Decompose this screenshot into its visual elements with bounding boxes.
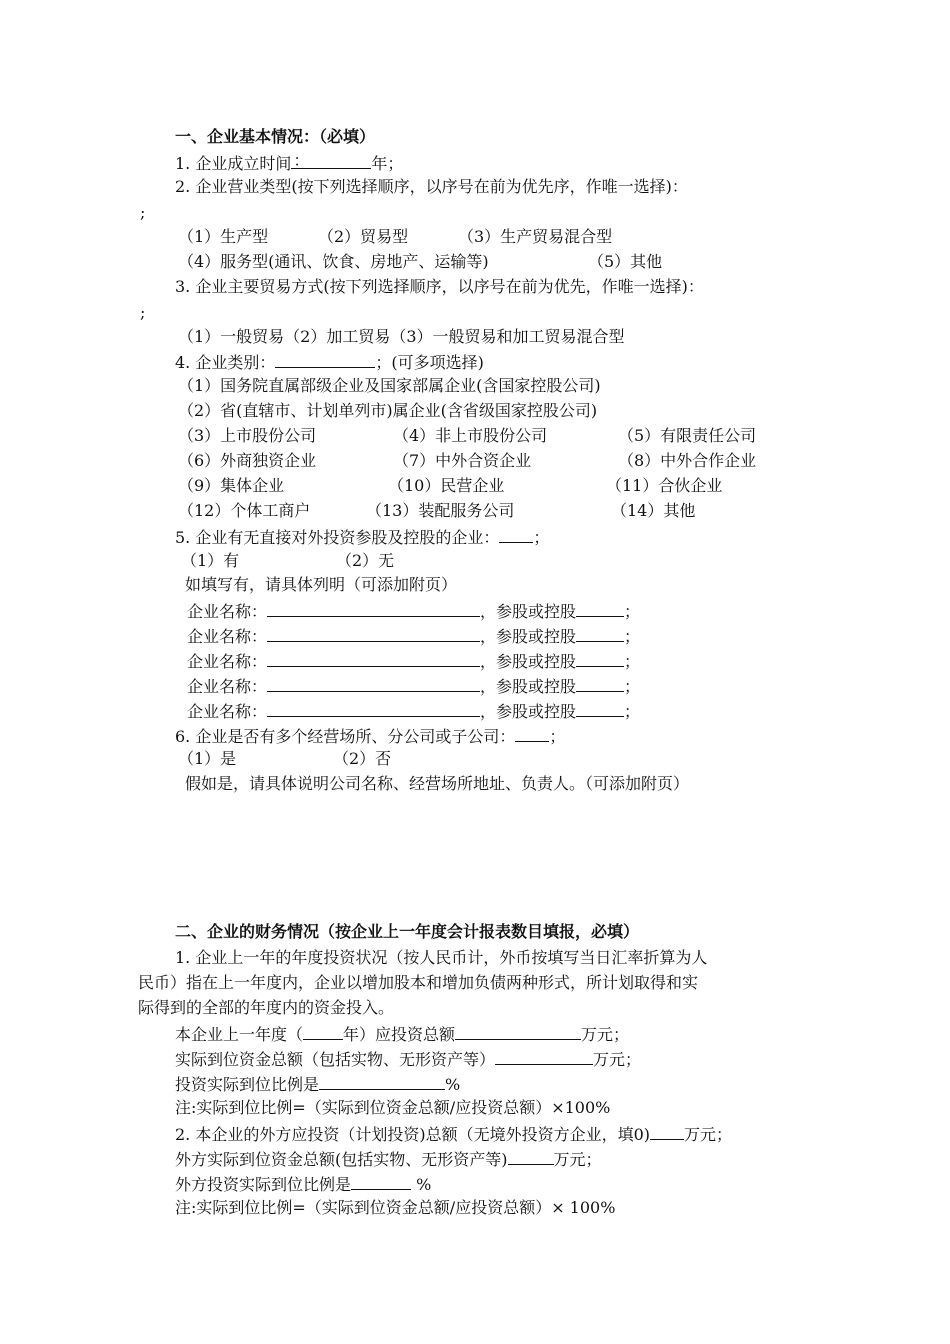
q1-label: 1. 企业成立时间 bbox=[175, 154, 292, 173]
foreign-ratio-field[interactable] bbox=[351, 1173, 411, 1190]
q4-option-10: （10）民营企业 bbox=[388, 476, 505, 495]
q1-line bbox=[175, 152, 403, 174]
s2-formula-note-1: 注:实际到位比例=（实际到位资金总额/应投资总额）×100% bbox=[175, 1098, 611, 1117]
q4-option-2: （2）省(直辖市、计划单列市)属企业(含省级国家控股公司) bbox=[178, 401, 598, 420]
s2-paragraph-line-3: 际得到的全部的年度内的资金投入。 bbox=[138, 998, 395, 1017]
q2-text: 2. 企业营业类型(按下列选择顺序，以序号在前为优先序，作唯一选择)： bbox=[175, 177, 688, 196]
q4-option-9: （9）集体企业 bbox=[178, 476, 285, 495]
s2-l3-b: % bbox=[445, 1075, 461, 1094]
s2-line-foreign-investment bbox=[175, 1123, 732, 1145]
q5-row-label: 企业名称： bbox=[187, 652, 268, 671]
q5-share-field[interactable] bbox=[576, 650, 624, 667]
s2-line-ratio bbox=[175, 1073, 460, 1095]
q3-text: 3. 企业主要贸易方式(按下列选择顺序，以序号在前为优先，作唯一选择)： bbox=[175, 277, 704, 296]
q4-option-1: （1）国务院直属部级企业及国家部属企业(含国家控股公司) bbox=[178, 376, 601, 395]
q3-options: （1）一般贸易（2）加工贸易（3）一般贸易和加工贸易混合型 bbox=[178, 327, 625, 346]
actual-funds-field[interactable] bbox=[495, 1048, 593, 1065]
q5-row bbox=[187, 600, 640, 622]
q4-option-5: （5）有限责任公司 bbox=[618, 426, 757, 445]
q2-cont: ; bbox=[140, 203, 146, 222]
s2-line-actual-funds bbox=[175, 1048, 641, 1070]
q6-option-no: （2）否 bbox=[333, 749, 392, 768]
q5-option-yes: （1）有 bbox=[181, 551, 240, 570]
q5-suffix: ； bbox=[533, 528, 550, 547]
s2-line-foreign-actual bbox=[175, 1148, 602, 1170]
q5-row-mid: ，参股或控股 bbox=[480, 602, 577, 621]
q5-company-name-field[interactable] bbox=[267, 650, 480, 667]
q4-option-11: （11）合伙企业 bbox=[606, 476, 723, 495]
q4-option-6: （6）外商独资企业 bbox=[178, 451, 317, 470]
q5-row-mid: ，参股或控股 bbox=[480, 677, 577, 696]
q2-option-3: （3）生产贸易混合型 bbox=[458, 227, 613, 246]
s2-l5-b: 万元； bbox=[684, 1125, 733, 1144]
s2-l6-a: 外方实际到位资金总额(包括实物、无形资产等) bbox=[175, 1150, 508, 1169]
q5-row-label: 企业名称： bbox=[187, 627, 268, 646]
q5-line bbox=[175, 526, 549, 548]
q5-row-end: ； bbox=[624, 602, 641, 621]
q5-share-field[interactable] bbox=[576, 675, 624, 692]
s2-line-foreign-ratio bbox=[175, 1173, 431, 1195]
s2-l1-a: 本企业上一年度（ bbox=[175, 1025, 304, 1044]
s2-paragraph-line-1: 1. 企业上一年的年度投资状况（按人民币计，外币按填写当日汇率折算为人 bbox=[175, 948, 708, 967]
q2-option-5: （5）其他 bbox=[588, 252, 663, 271]
q6-suffix: ； bbox=[549, 727, 566, 746]
q5-answer-field[interactable] bbox=[499, 526, 533, 543]
q5-company-name-field[interactable] bbox=[267, 625, 480, 642]
s2-paragraph-line-2: 民币）指在上一年度内，企业以增加股本和增加负债两种形式，所计划取得和实 bbox=[138, 973, 699, 992]
q1-year-field[interactable] bbox=[291, 152, 371, 169]
foreign-investment-field[interactable] bbox=[650, 1123, 684, 1140]
q5-share-field[interactable] bbox=[576, 600, 624, 617]
section1-heading: 一、企业基本情况：（必填） bbox=[175, 127, 376, 146]
q5-note: 如填写有，请具体列明（可添加附页） bbox=[185, 575, 458, 594]
q4-category-field[interactable] bbox=[275, 351, 375, 368]
q5-row-mid: ，参股或控股 bbox=[480, 627, 577, 646]
q5-row-end: ； bbox=[624, 627, 641, 646]
q4-option-3: （3）上市股份公司 bbox=[178, 426, 317, 445]
q4-option-7: （7）中外合资企业 bbox=[393, 451, 532, 470]
q5-row-end: ； bbox=[624, 677, 641, 696]
s2-line-investment-total bbox=[175, 1023, 629, 1045]
q4-line bbox=[175, 351, 484, 373]
q2-option-2: （2）贸易型 bbox=[318, 227, 409, 246]
q1-colon: ： bbox=[293, 151, 310, 170]
ratio-field[interactable] bbox=[319, 1073, 445, 1090]
q4-label: 4. 企业类别： bbox=[175, 353, 276, 372]
year-field[interactable] bbox=[303, 1023, 343, 1040]
q5-row bbox=[187, 675, 640, 697]
q5-company-name-field[interactable] bbox=[267, 675, 480, 692]
s2-l3-a: 投资实际到位比例是 bbox=[175, 1075, 320, 1094]
q5-row-label: 企业名称： bbox=[187, 702, 268, 721]
q2-option-1: （1）生产型 bbox=[178, 227, 269, 246]
s2-l7-a: 外方投资实际到位比例是 bbox=[175, 1175, 352, 1194]
q5-row-label: 企业名称： bbox=[187, 677, 268, 696]
q5-share-field[interactable] bbox=[576, 700, 624, 717]
q1-suffix: 年； bbox=[371, 154, 404, 173]
q5-row-label: 企业名称： bbox=[187, 602, 268, 621]
q5-company-name-field[interactable] bbox=[267, 600, 480, 617]
q5-row bbox=[187, 700, 640, 722]
s2-l7-b: % bbox=[411, 1175, 432, 1194]
s2-formula-note-2: 注:实际到位比例=（实际到位资金总额/应投资总额）× 100% bbox=[175, 1198, 616, 1217]
q5-row-end: ； bbox=[624, 652, 641, 671]
q6-note: 假如是，请具体说明公司名称、经营场所地址、负责人。（可添加附页） bbox=[185, 774, 690, 793]
q6-answer-field[interactable] bbox=[515, 725, 549, 742]
q4-option-8: （8）中外合作企业 bbox=[618, 451, 757, 470]
q5-row bbox=[187, 625, 640, 647]
s2-l2-a: 实际到位资金总额（包括实物、无形资产等） bbox=[175, 1050, 496, 1069]
q5-row-mid: ，参股或控股 bbox=[480, 702, 577, 721]
q5-row bbox=[187, 650, 640, 672]
q6-option-yes: （1）是 bbox=[178, 749, 237, 768]
investment-total-field[interactable] bbox=[455, 1023, 581, 1040]
q3-cont: ; bbox=[140, 303, 146, 322]
q4-option-14: （14）其他 bbox=[611, 501, 696, 520]
q5-share-field[interactable] bbox=[576, 625, 624, 642]
q5-label: 5. 企业有无直接对外投资参股及控股的企业： bbox=[175, 528, 500, 547]
q5-row-end: ； bbox=[624, 702, 641, 721]
s2-l2-b: 万元； bbox=[593, 1050, 642, 1069]
q4-suffix: ；(可多项选择) bbox=[375, 353, 484, 372]
q5-option-no: （2）无 bbox=[336, 551, 395, 570]
q4-option-13: （13）装配服务公司 bbox=[366, 501, 515, 520]
s2-l1-c: 万元； bbox=[581, 1025, 630, 1044]
q4-option-4: （4）非上市股份公司 bbox=[393, 426, 548, 445]
q6-line bbox=[175, 725, 565, 747]
q5-company-name-field[interactable] bbox=[267, 700, 480, 717]
s2-l6-b: 万元； bbox=[553, 1150, 602, 1169]
q5-row-mid: ，参股或控股 bbox=[480, 652, 577, 671]
foreign-actual-field[interactable] bbox=[508, 1148, 554, 1165]
section2-heading: 二、企业的财务情况（按企业上一年度会计报表数目填报，必填） bbox=[175, 922, 640, 941]
q2-option-4: （4）服务型(通讯、饮食、房地产、运输等) bbox=[178, 252, 489, 271]
q4-option-12: （12）个体工商户 bbox=[178, 501, 311, 520]
s2-l5-a: 2. 本企业的外方应投资（计划投资)总额（无境外投资方企业，填0) bbox=[175, 1125, 651, 1144]
s2-l1-b: 年）应投资总额 bbox=[343, 1025, 456, 1044]
q6-label: 6. 企业是否有多个经营场所、分公司或子公司： bbox=[175, 727, 516, 746]
